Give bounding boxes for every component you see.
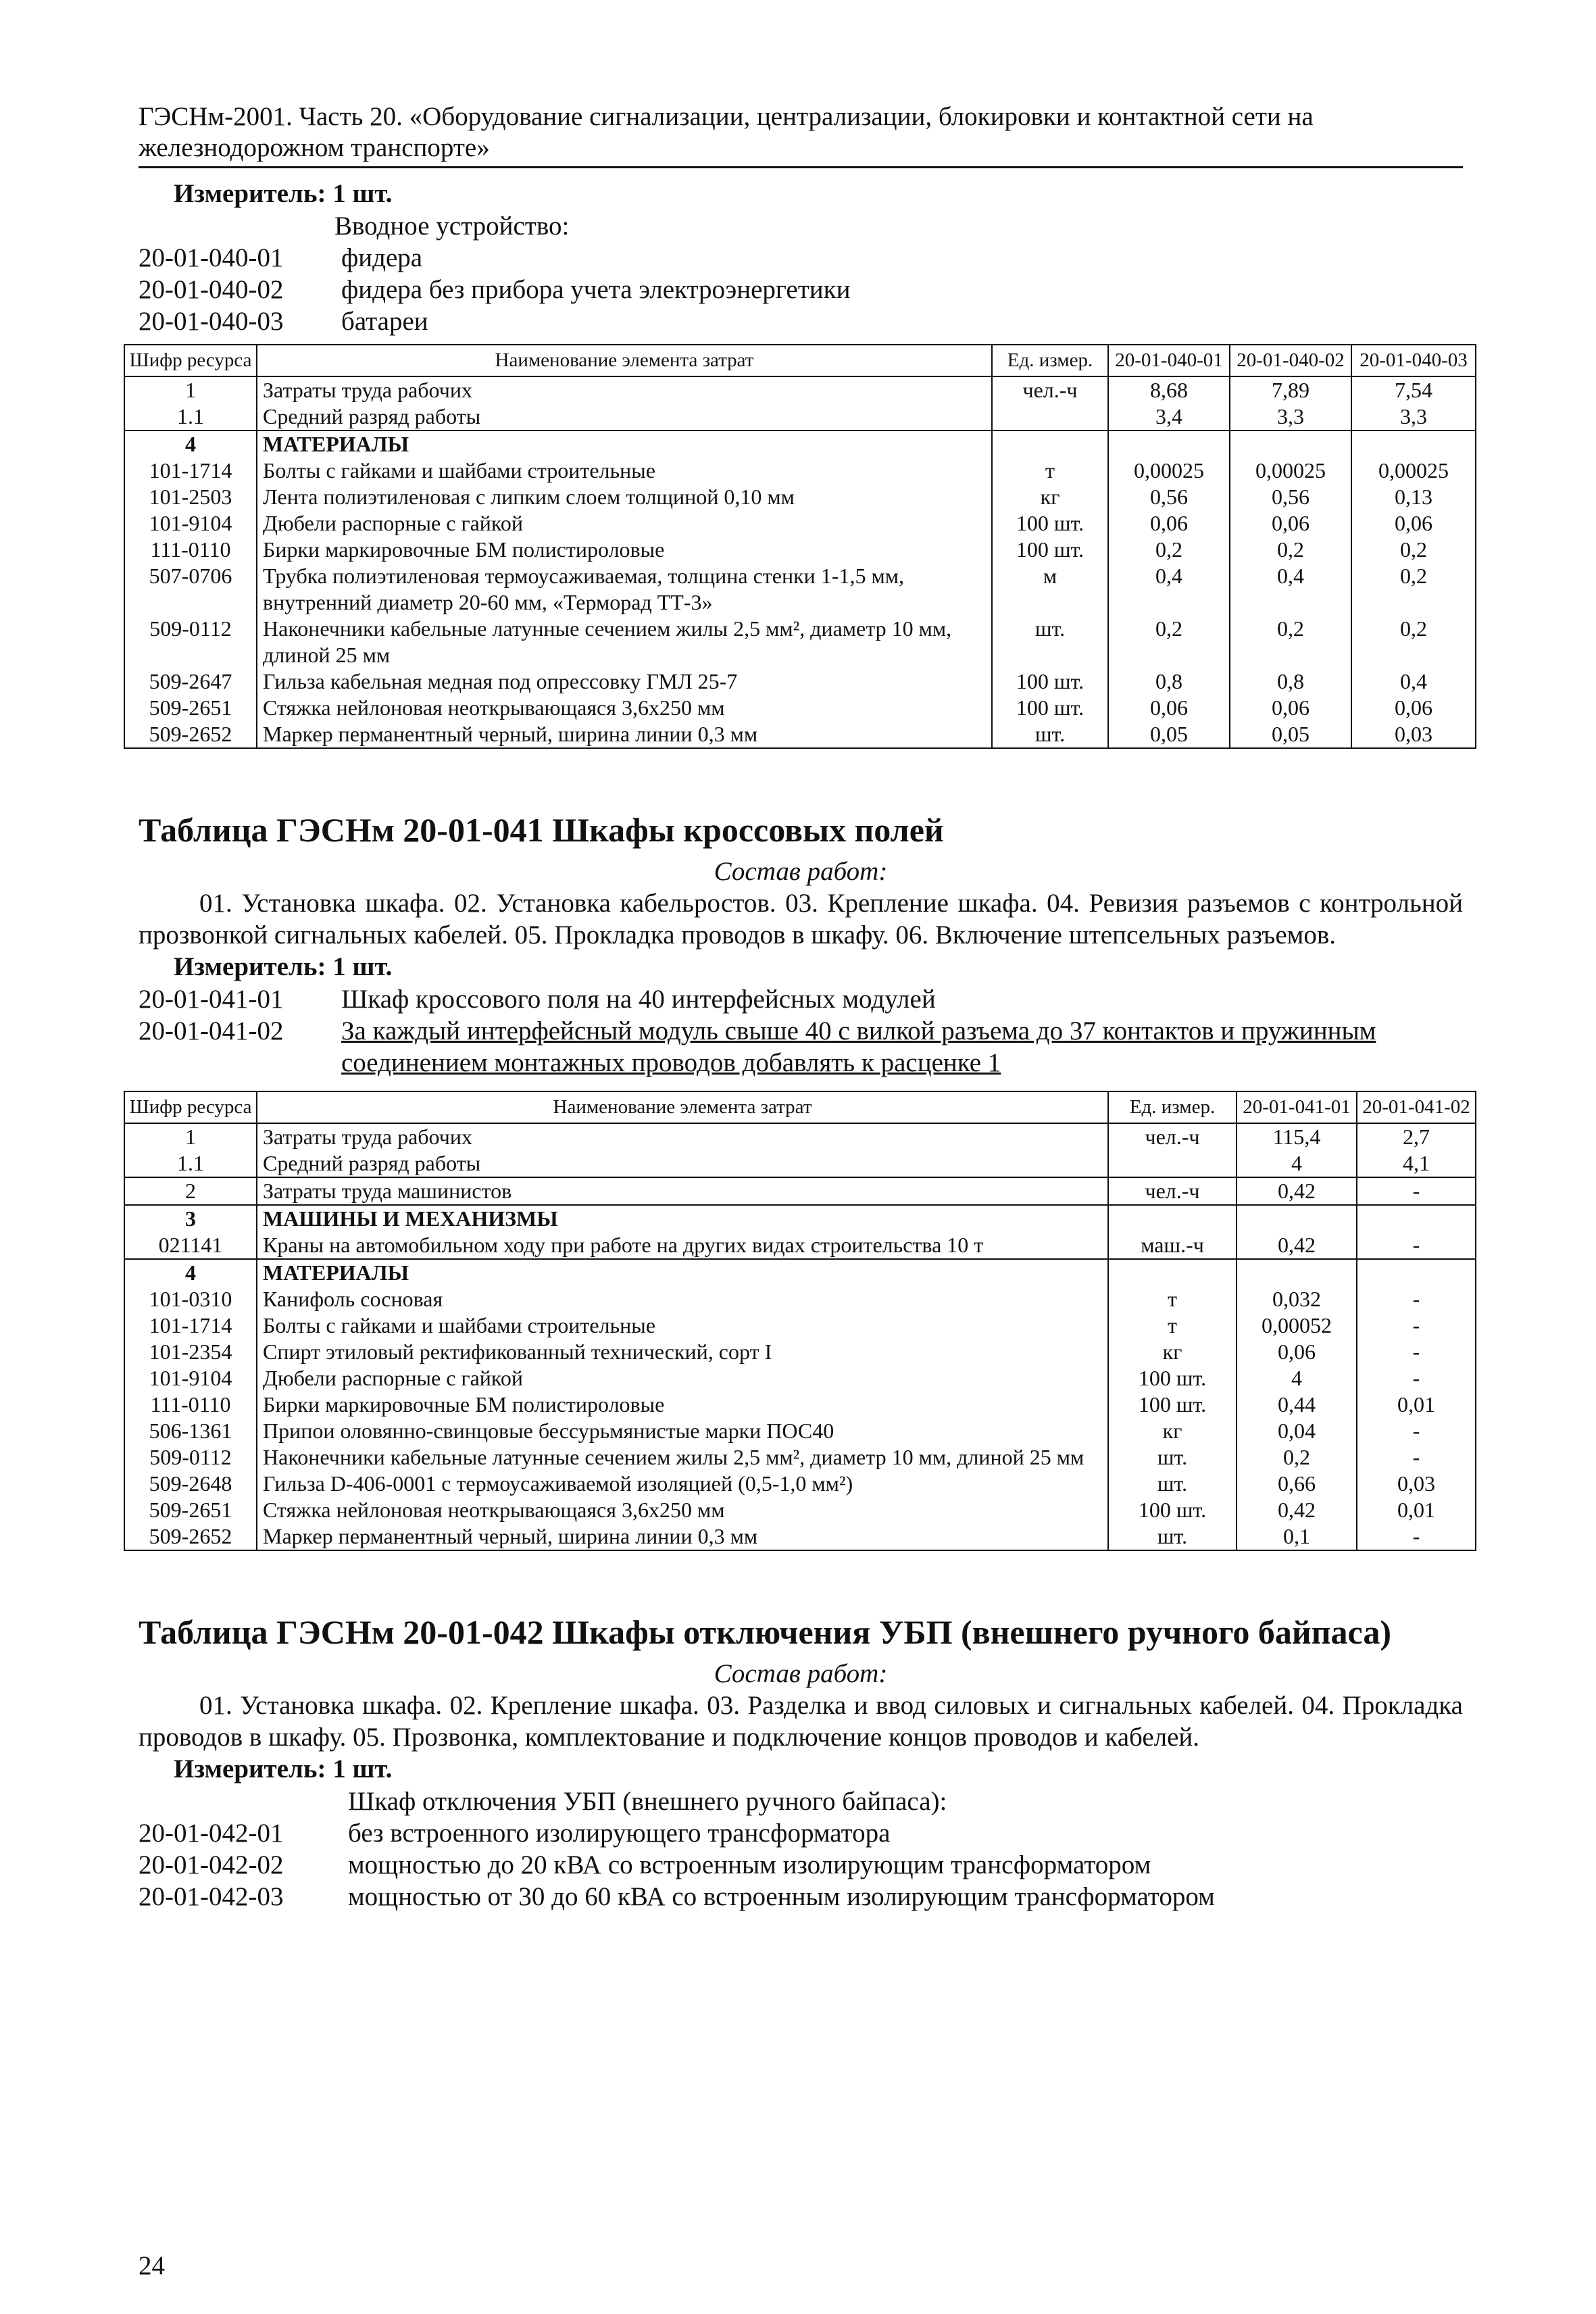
cell: 509-2652 [124,1523,257,1550]
cell: 0,2 [1237,1444,1357,1471]
cell: Припои оловянно-свинцовые бессурьмянистые марки ПОС40 [257,1418,1108,1444]
cell: т [1108,1312,1237,1339]
header-rule [139,166,1463,168]
cell: 111-0110 [124,537,257,563]
cell: 0,06 [1351,695,1476,721]
table-row [124,1177,1476,1205]
cell: - [1357,1232,1476,1259]
cell: 100 шт. [992,537,1108,563]
table-row [124,1312,1476,1339]
item-code: 20-01-040-03 [139,307,284,336]
cell: 021141 [124,1232,257,1259]
cell [1237,1205,1357,1232]
cell: 0,00025 [1108,458,1230,484]
table-row [124,1392,1476,1418]
cell: Маркер перманентный черный, ширина линии 0,3 мм [257,1523,1108,1550]
cell: - [1357,1418,1476,1444]
item-code: 20-01-042-03 [139,1882,284,1911]
item-desc: фидера [341,243,423,272]
table-row [124,1339,1476,1365]
cell: 4 [124,1259,257,1286]
cell: шт. [1108,1523,1237,1550]
cell: 100 шт. [992,510,1108,537]
cell: 0,06 [1237,1339,1357,1365]
cell: 7,54 [1351,376,1476,403]
item-code: 20-01-040-01 [139,243,284,272]
table-row [124,1150,1476,1177]
intro-1: Вводное устройство: [334,212,570,241]
cell: 509-2647 [124,668,257,695]
item-desc: мощностью до 20 кВА со встроенным изолирующим трансформатором [348,1850,1151,1879]
measure-label-2: Измеритель: 1 шт. [174,952,393,981]
item-desc: мощностью от 30 до 60 кВА со встроенным изолирующим трансформатором [348,1882,1215,1911]
cell: - [1357,1523,1476,1550]
cell: 8,68 [1108,376,1230,403]
cell: Канифоль сосновая [257,1286,1108,1312]
list-item [139,983,1463,1015]
cell [1108,1259,1237,1286]
cell: 1 [124,1123,257,1150]
cell: кг [1108,1339,1237,1365]
cell: Болты с гайками и шайбами строительные [257,458,992,484]
cell: м [992,563,1108,616]
item-desc: батареи [341,307,428,336]
cell [1357,1259,1476,1286]
cell: 101-0310 [124,1286,257,1312]
cell: 0,06 [1230,695,1351,721]
cell: 509-2648 [124,1471,257,1497]
table-row [124,668,1476,695]
cell: 3,3 [1230,403,1351,430]
cell: Стяжка нейлоновая неоткрывающаяся 3,6х250 мм [257,695,992,721]
cell: 100 шт. [1108,1392,1237,1418]
cell: 101-1714 [124,458,257,484]
cell: Краны на автомобильном ходу при работе на других видах строительства 10 т [257,1232,1108,1259]
table-row [124,721,1476,748]
cell: 4 [124,430,257,458]
col-header: 20-01-040-01 [1108,345,1230,376]
table-row [124,695,1476,721]
cell: 0,13 [1351,484,1476,510]
cell: 1 [124,376,257,403]
table-row [124,616,1476,668]
cell: 509-0112 [124,1444,257,1471]
cell: 100 шт. [992,668,1108,695]
col-header: 20-01-040-02 [1230,345,1351,376]
cell: 111-0110 [124,1392,257,1418]
cell [992,403,1108,430]
cell: 4 [1237,1365,1357,1392]
resource-table-041 [124,1091,1476,1551]
cell: шт. [992,721,1108,748]
cell: 0,06 [1108,695,1230,721]
table-row [124,1444,1476,1471]
cell: Бирки маркировочные БМ полистироловые [257,1392,1108,1418]
table-row [124,563,1476,616]
table-row [124,1123,1476,1150]
cell: Болты с гайками и шайбами строительные [257,1312,1108,1339]
cell: Дюбели распорные с гайкой [257,1365,1108,1392]
col-header: Шифр ресурса [124,1091,257,1123]
cell: 0,8 [1108,668,1230,695]
cell: шт. [992,616,1108,668]
cell: Спирт этиловый ректификованный технический, сорт I [257,1339,1108,1365]
item-desc: без встроенного изолирующего трансформатора [348,1819,891,1848]
cell: 0,8 [1230,668,1351,695]
cell: 1.1 [124,403,257,430]
cell: Лента полиэтиленовая с липким слоем толщиной 0,10 мм [257,484,992,510]
cell: 509-2651 [124,695,257,721]
cell: т [992,458,1108,484]
cell: 0,56 [1230,484,1351,510]
cell [1108,1150,1237,1177]
cell: 0,2 [1351,563,1476,616]
cell: 100 шт. [992,695,1108,721]
cell: 0,42 [1237,1497,1357,1523]
list-item [139,305,1463,337]
cell: 101-1714 [124,1312,257,1339]
cell: 100 шт. [1108,1497,1237,1523]
item-desc: За каждый интерфейсный модуль свыше 40 с вилкой разъема до 37 контактов и пружинным соединением монтажных проводов добавлять к расценке 1 [341,1016,1376,1077]
table-row [124,1523,1476,1550]
cell: 3,3 [1351,403,1476,430]
cell: 3 [124,1205,257,1232]
cell: 0,032 [1237,1286,1357,1312]
cell: 509-0112 [124,616,257,668]
cell: 2 [124,1177,257,1205]
cell [1351,430,1476,458]
cell: Средний разряд работы [257,403,992,430]
item-code: 20-01-041-02 [139,1016,284,1045]
cell: 509-2651 [124,1497,257,1523]
item-code: 20-01-040-02 [139,275,284,304]
cell: 1.1 [124,1150,257,1177]
table-row [124,1471,1476,1497]
col-header: 20-01-041-01 [1237,1091,1357,1123]
list-item [139,1881,1463,1913]
table-row [124,1365,1476,1392]
cell: шт. [1108,1471,1237,1497]
item-list-2 [139,983,1463,1079]
table-row [124,1497,1476,1523]
cell: 0,2 [1108,616,1230,668]
composition-heading: Состав работ: [714,857,888,886]
table-row [124,1418,1476,1444]
cell: 4,1 [1357,1150,1476,1177]
cell: Трубка полиэтиленовая термоусаживаемая, толщина стенки 1-1,5 мм, внутренний диаметр 20-60 мм, «Терморад ТТ-3» [257,563,992,616]
cell: 509-2652 [124,721,257,748]
cell: МАТЕРИАЛЫ [257,1259,1108,1286]
cell: шт. [1108,1444,1237,1471]
cell: Затраты труда машинистов [257,1177,1108,1205]
cell: 0,01 [1357,1497,1476,1523]
cell: 4 [1237,1150,1357,1177]
cell: 0,4 [1230,563,1351,616]
cell [1230,430,1351,458]
col-header: Ед. измер. [992,345,1108,376]
col-header: Наименование элемента затрат [257,1091,1108,1123]
cell: 0,06 [1230,510,1351,537]
cell: - [1357,1286,1476,1312]
cell: 0,66 [1237,1471,1357,1497]
cell: Бирки маркировочные БМ полистироловые [257,537,992,563]
table-row [124,430,1476,458]
resource-table-040 [124,344,1476,749]
item-list-3 [139,1817,1463,1913]
cell: 0,05 [1108,721,1230,748]
cell: 507-0706 [124,563,257,616]
cell [1357,1205,1476,1232]
document-page [129,101,1470,1913]
cell: 0,4 [1108,563,1230,616]
table-row [124,484,1476,510]
measure-label-1: Измеритель: 1 шт. [174,179,393,208]
cell: - [1357,1444,1476,1471]
cell: МАТЕРИАЛЫ [257,430,992,458]
cell: Средний разряд работы [257,1150,1108,1177]
composition-heading: Состав работ: [714,1659,888,1688]
cell [992,430,1108,458]
cell [1237,1259,1357,1286]
list-item [139,242,1463,274]
cell: чел.-ч [1108,1177,1237,1205]
col-header: 20-01-041-02 [1357,1091,1476,1123]
table-title-042: Таблица ГЭСНм 20-01-042 Шкафы отключения УБП (внешнего ручного байпаса) [139,1613,1391,1651]
cell: - [1357,1312,1476,1339]
list-item [139,1015,1463,1079]
cell: 7,89 [1230,376,1351,403]
table-row [124,458,1476,484]
table-title-041: Таблица ГЭСНм 20-01-041 Шкафы кроссовых полей [139,811,944,849]
cell: МАШИНЫ И МЕХАНИЗМЫ [257,1205,1108,1232]
cell: 0,42 [1237,1177,1357,1205]
cell: 0,1 [1237,1523,1357,1550]
cell: 506-1361 [124,1418,257,1444]
cell: Дюбели распорные с гайкой [257,510,992,537]
measure-label-3: Измеритель: 1 шт. [174,1754,393,1783]
cell: 0,2 [1230,616,1351,668]
cell: кг [1108,1418,1237,1444]
composition-text: 01. Установка шкафа. 02. Установка кабельростов. 03. Крепление шкафа. 04. Ревизия разъемов с контрольной прозвонкой сигнальных кабелей. 05. Прокладка проводов в шкафу. 06. Включение штепсельных разъемов. [139,889,1463,950]
cell: 0,06 [1351,510,1476,537]
cell: 0,01 [1357,1392,1476,1418]
composition-text: 01. Установка шкафа. 02. Крепление шкафа. 03. Разделка и ввод силовых и сигнальных кабелей. 04. Прокладка проводов в шкафу. 05. Прозвонка, комплектование и подключение концов проводов и кабелей. [139,1691,1463,1752]
col-header: Ед. измер. [1108,1091,1237,1123]
cell: 0,00052 [1237,1312,1357,1339]
cell: - [1357,1365,1476,1392]
cell: 0,4 [1351,668,1476,695]
cell: 0,03 [1357,1471,1476,1497]
cell: 100 шт. [1108,1365,1237,1392]
cell [1108,1205,1237,1232]
cell: 101-2503 [124,484,257,510]
table-header-row [124,1091,1476,1123]
cell: Гильза D-406-0001 с термоусаживаемой изоляцией (0,5-1,0 мм²) [257,1471,1108,1497]
cell: Стяжка нейлоновая неоткрывающаяся 3,6х250 мм [257,1497,1108,1523]
cell: 0,2 [1351,616,1476,668]
table-row [124,510,1476,537]
table-header-row [124,345,1476,376]
cell: 0,2 [1108,537,1230,563]
cell: маш.-ч [1108,1232,1237,1259]
cell: 101-9104 [124,510,257,537]
table-row [124,1286,1476,1312]
cell: 0,05 [1230,721,1351,748]
cell: 3,4 [1108,403,1230,430]
cell: Затраты труда рабочих [257,1123,1108,1150]
table-row [124,376,1476,403]
item-desc: фидера без прибора учета электроэнергетики [341,275,851,304]
list-item [139,1817,1463,1849]
cell: 0,03 [1351,721,1476,748]
cell: 115,4 [1237,1123,1357,1150]
item-desc: Шкаф кроссового поля на 40 интерфейсных модулей [341,985,936,1014]
list-item [139,1849,1463,1881]
cell: чел.-ч [1108,1123,1237,1150]
item-code: 20-01-042-02 [139,1850,284,1879]
cell: 0,00025 [1230,458,1351,484]
cell: Наконечники кабельные латунные сечением жилы 2,5 мм², диаметр 10 мм, длиной 25 мм [257,616,992,668]
col-header: 20-01-040-03 [1351,345,1476,376]
table-row [124,403,1476,430]
item-code: 20-01-042-01 [139,1819,284,1848]
item-list-1 [139,242,1463,337]
cell: 101-2354 [124,1339,257,1365]
cell: Маркер перманентный черный, ширина линии 0,3 мм [257,721,992,748]
running-header: ГЭСНм-2001. Часть 20. «Оборудование сигнализации, централизации, блокировки и контактной сети на железнодорожном транспорте» [139,102,1314,162]
item-code: 20-01-041-01 [139,985,284,1014]
cell: 0,2 [1230,537,1351,563]
cell: Затраты труда рабочих [257,376,992,403]
table-row [124,1259,1476,1286]
cell: 0,04 [1237,1418,1357,1444]
cell: 0,2 [1351,537,1476,563]
cell: 0,44 [1237,1392,1357,1418]
col-header: Наименование элемента затрат [257,345,992,376]
table-row [124,1232,1476,1259]
cell: 0,00025 [1351,458,1476,484]
cell [1108,430,1230,458]
table-row [124,1205,1476,1232]
cell: 0,42 [1237,1232,1357,1259]
col-header: Шифр ресурса [124,345,257,376]
cell: кг [992,484,1108,510]
cell: 0,06 [1108,510,1230,537]
list-item [139,274,1463,305]
cell: чел.-ч [992,376,1108,403]
cell: 101-9104 [124,1365,257,1392]
cell: т [1108,1286,1237,1312]
cell: Гильза кабельная медная под опрессовку ГМЛ 25-7 [257,668,992,695]
cell: 0,56 [1108,484,1230,510]
cell: - [1357,1339,1476,1365]
table-row [124,537,1476,563]
intro-3: Шкаф отключения УБП (внешнего ручного байпаса): [348,1787,947,1816]
cell: Наконечники кабельные латунные сечением жилы 2,5 мм², диаметр 10 мм, длиной 25 мм [257,1444,1108,1471]
cell: - [1357,1177,1476,1205]
page-number: 24 [139,2251,165,2280]
cell: 2,7 [1357,1123,1476,1150]
